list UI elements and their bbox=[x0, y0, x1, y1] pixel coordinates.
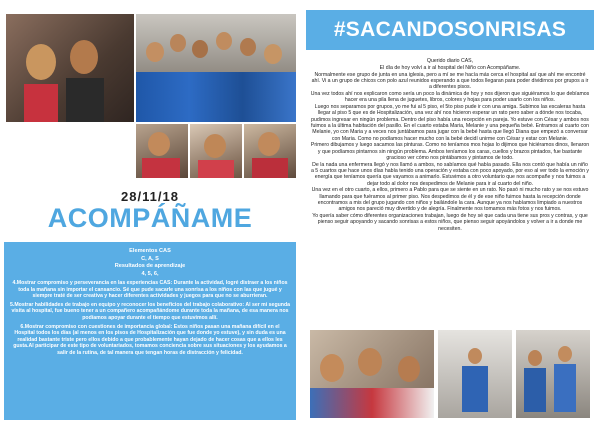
letter-greeting: Querido diario CAS, bbox=[426, 58, 474, 64]
photo-children-middle bbox=[190, 124, 242, 178]
heading-numbers: 4, 5, 6, bbox=[141, 270, 159, 277]
photo-volunteers-group bbox=[136, 14, 296, 122]
photo-painted-faces bbox=[310, 330, 434, 418]
outcome-5: 5.Mostrar habilidades de trabajo en equipo y reconocer los beneficios del trabajo colaborativo: Al ser mi segunda visita al hospital, fue bueno tener a un compañero acompañándome durante toda la mañana, de esa manera nos podíamos apoyar durante el tiempo que estuvimos allí. bbox=[10, 301, 291, 321]
heading-elements: Elementos CAS bbox=[129, 248, 171, 254]
diary-letter bbox=[310, 58, 590, 318]
outcome-4: 4.Mostrar compromiso y perseverancia en las experiencias CAS: Durante la actividad, logré distraer a los niños toda la mañana sin importar el cansancio. Sé que pude sacarle una sonrisa a los niños con las que jugué y siempre traté de ser creativa y hacer diferentes actividades y juegos para que no se aburrieran. bbox=[12, 280, 288, 300]
right-page bbox=[300, 0, 600, 424]
letter-paragraph-5: Primero dibujamos y luego sacamos las pinturas. Como no teníamos mos hojas lo dijimos que hiciéramos dinos, llenaron y que podíamos pintarnos sin ningún problema. Ambos teníamos los caras, cuellos y brazos pintados, fue bastante gracioso ver cómo nos pintábamos y pintamos de todo. bbox=[310, 142, 590, 161]
photo-children-right bbox=[244, 124, 296, 178]
cas-outcomes-box bbox=[4, 242, 296, 420]
letter-line-1: El día de hoy volví a ir al hospital del Niño con Acompáñame. bbox=[379, 64, 521, 71]
heading-outcomes: Resultados de aprendizaje bbox=[114, 263, 186, 269]
photo-group-face-paint bbox=[6, 14, 134, 122]
photo-hospital-hall bbox=[438, 330, 512, 418]
heading-cas: C, A, S bbox=[141, 255, 159, 262]
letter-paragraph-6: De la nada una enfermera llegó y nos llamó a ambos, no sabíamos qué había pasado. Ella nos contó que había un niño a 5 cuartos que hace unos días había tenido una operación y estaba con poco apoyado, por eso al ver todo la emoción y energía que teníamos quería que vayamos a animarlo. Estuvimos a otro voluntario que nos acompañe y nos fuimos a dejar todo al dolor nos despedimos de Melanie para ir al cuarto del niño. bbox=[310, 161, 589, 187]
hashtag-banner: #SACANDOSONRISAS bbox=[306, 10, 594, 50]
letter-paragraph-4: Luego nos separamos por grupos, yo me fui al 5 piso, el 5to piso pude ir con una amiga. Subimos las escaleras hasta llegar al piso 5 que es de Hospitalización, una vez ahí nos hicieron esperar un rato pero saber a dónde nos tocaba, pudimos ingresar en ningún problema. Dentro del piso había una recepción en pareja. Yo estuve con César y ambos nos fuimos a la última habitación del pasillo. En el cuarto estaba Maria, Melanie y una pequeña bebé. Entramos al cuarto con Melanie, yo con Maria y a veces nos juntábamos para jugar con la bebé hasta que llegó Diana que empezó a conversar con Maria. Como no podíamos hacer mucho con la bebé decidí unirme con César y estar con Melanie. bbox=[311, 104, 589, 142]
entry-date: 28/11/18 bbox=[121, 189, 179, 204]
letter-paragraph-8: Yo quería saber cómo diferentes organizaciones trabajan, luego de hoy sé que cada una tiene sus pros y contras, y que pienso seguir apoyando y sacando sonrisas a estos niños, que pienso seguir apoyándolos y volver a ir a donde me necesiten. bbox=[312, 213, 588, 232]
letter-paragraph-7: Una vez en el otro cuarto, a ellos, primero a Pablo para que se siente en un rato. No pasó ni mucho rato y se nos estuvo llamando para que fuéramos al primer piso. Nos despedimos de él y de ese niño fuimos hasta la recepción donde encontramos a mis del grupo jugando con niños y bailándole la cara. Aunque ya nos habíamos limpiado a nuestros amigos nos pareció muy divertido y de alegría. Finalmente nos tomamos más fotos y nos fuimos. bbox=[311, 187, 589, 213]
photo-volunteers-hallway bbox=[516, 330, 590, 418]
photo-children-left bbox=[136, 124, 188, 178]
outcome-6: 6.Mostrar compromiso con cuestiones de importancia global: Estos niños pasan una mañana difícil en el Hospital todos los días (al menos en los pisos de Hospitalización que fue donde yo estuve), y sin duda es una realidad bastante triste pero ellos debido a que probablemente hayan dejado de hacer cosas que a ellos les gusta.Al participar de este tipo de voluntariados, tomamos conciencia sobre sus situaciones y los ayudamos a salir de la rutina, de tal manera que tengan horas de distracción y felicidad. bbox=[13, 323, 287, 356]
letter-paragraph-3: Una vez todos ahí nos explicaron como sería un poco la dinámica de hoy y nos dijeron que siguiéramos lo que debíamos hacer era una pila llena de juguetes, libros, colores y hojas para poder usarlo con los niños. bbox=[310, 90, 590, 104]
letter-paragraph-2: Normalmente ese grupo de junta en una iglesia, pero a mí se me hacía más cerca el hospital así que ahí me encontré ahí. Vi a un grupo de chicos con polo azul reunidos esperando a que todos llegaran para poder dividirnos por grupos a ir a diferentes pisos. bbox=[311, 71, 589, 91]
page-title: ACOMPÁÑAME bbox=[47, 203, 253, 233]
